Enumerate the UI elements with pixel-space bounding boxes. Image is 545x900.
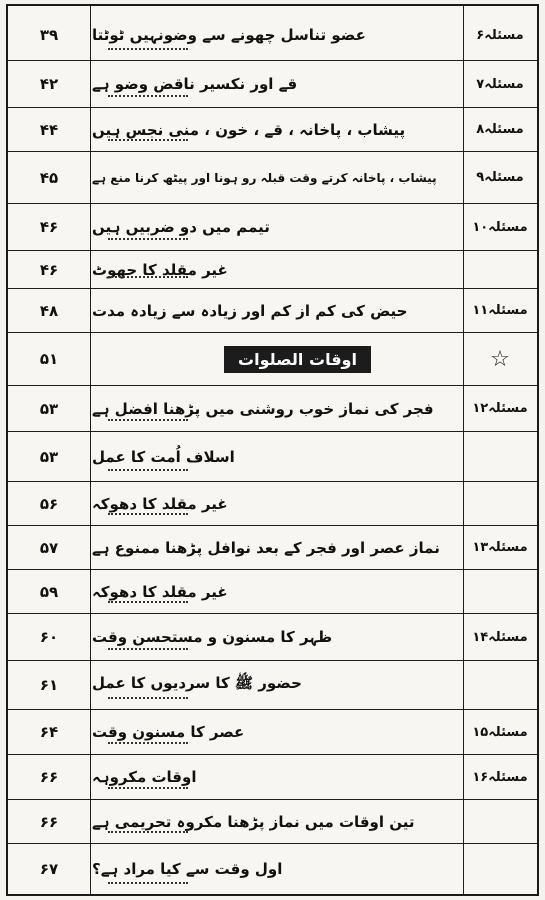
page-number: ۴۴ <box>39 120 59 139</box>
star-icon: ☆ <box>490 346 510 372</box>
leader-dots <box>108 469 188 471</box>
issue-number <box>465 844 535 894</box>
issue-number <box>465 570 535 613</box>
page-number: ۵۳ <box>39 447 59 466</box>
entry-title <box>92 61 445 107</box>
entry-title-text: اول وقت سے کیا مراد ہے؟ <box>92 860 283 878</box>
entry-title-text: نماز عصر اور فجر کے بعد نوافل پڑھنا ممنوع ہے <box>92 538 440 557</box>
page-number: ۶۶ <box>39 768 59 786</box>
entry-title-text: حضور ﷺ کا سردیوں کا عمل <box>92 674 302 692</box>
entry-title <box>92 755 445 799</box>
entry-title-text: حیض کی کم از کم اور زیادہ سے زیادہ مدت <box>92 301 408 320</box>
issue-number: مسئلہ۱۳ <box>472 540 528 555</box>
leader-dots <box>108 882 188 884</box>
issue-number: مسئلہ۶ <box>476 27 524 43</box>
issue-number: مسئلہ۹ <box>476 170 524 185</box>
issue-number <box>465 482 535 525</box>
entry-title <box>92 844 445 894</box>
entry-title-text: عصر کا مسنون وقت <box>92 723 245 741</box>
issue-number: مسئلہ۱۵ <box>472 724 528 740</box>
issue-number: مسئلہ۱۴ <box>472 629 528 645</box>
page-number: ۶۶ <box>39 812 59 831</box>
toc-row <box>8 800 537 844</box>
issue-number <box>465 251 535 288</box>
page-number: ۴۶ <box>39 260 59 279</box>
leader-dots <box>108 276 188 278</box>
entry-title <box>92 204 445 250</box>
toc-row <box>8 526 537 570</box>
entry-title-text: غیر مقلد کا دھوکہ <box>92 494 228 513</box>
toc-row <box>8 710 537 755</box>
page-number: ۶۴ <box>39 723 59 741</box>
leader-dots <box>108 95 188 97</box>
issue-number: مسئلہ۱۶ <box>472 769 528 785</box>
entry-title-text: فجر کی نماز خوب روشنی میں پڑھنا افضل ہے <box>92 399 434 418</box>
page-number: ۵۳ <box>39 399 59 418</box>
issue-number: مسئلہ۱۰ <box>472 219 528 235</box>
leader-dots <box>108 419 188 421</box>
leader-dots <box>108 139 188 141</box>
toc-row <box>8 570 537 614</box>
entry-title-text: قے اور نکسیر ناقض وضو ہے <box>92 75 298 93</box>
issue-number <box>465 432 535 481</box>
section-heading: اوقات الصلوات <box>224 346 371 373</box>
leader-dots <box>108 742 188 744</box>
toc-row <box>8 108 537 152</box>
issue-number: مسئلہ۸ <box>476 122 524 137</box>
leader-dots <box>108 601 188 603</box>
entry-title <box>92 614 445 660</box>
issue-number <box>465 800 535 843</box>
toc-row <box>8 204 537 251</box>
entry-title-text: پیشاب ، پاخانہ کرتے وقت قبلہ رو ہونا اور پیٹھ کرنا منع ہے <box>92 170 437 185</box>
entry-title-text: اسلاف اُمت کا عمل <box>92 447 235 466</box>
entry-title <box>92 251 445 288</box>
page-number: ۵۱ <box>39 350 59 368</box>
leader-dots <box>108 648 188 650</box>
page-number: ۶۱ <box>39 676 59 694</box>
page-number: ۴۵ <box>39 168 59 187</box>
issue-number: مسئلہ۱۲ <box>472 401 528 416</box>
entry-title <box>92 710 445 754</box>
toc-section-heading-row <box>8 333 537 386</box>
entry-title-text: تین اوقات میں نماز پڑھنا مکروہ تحریمی ہے <box>92 812 415 831</box>
toc-row <box>8 661 537 710</box>
entry-title <box>92 289 445 332</box>
leader-dots <box>108 238 188 240</box>
page-number: ۶۰ <box>39 628 59 646</box>
entry-title <box>92 800 445 843</box>
leader-dots <box>108 831 188 833</box>
issue-number: مسئلہ۷ <box>476 76 524 92</box>
toc-row <box>8 755 537 800</box>
toc-row <box>8 482 537 526</box>
toc-row <box>8 432 537 482</box>
toc-row <box>8 251 537 289</box>
toc-row <box>8 10 537 61</box>
page-number: ۴۲ <box>39 75 59 93</box>
issue-number <box>465 661 535 709</box>
entry-title <box>158 333 437 385</box>
entry-title <box>92 152 445 203</box>
page-number: ۵۹ <box>39 582 59 601</box>
entry-title <box>92 386 445 431</box>
toc-row <box>8 614 537 661</box>
entry-title <box>92 661 445 709</box>
page-number: ۶۷ <box>39 860 59 878</box>
leader-dots <box>108 513 188 515</box>
toc-row <box>8 61 537 108</box>
page-number: ۳۹ <box>39 26 59 44</box>
page-number: ۵۷ <box>39 538 59 557</box>
entry-title <box>92 10 445 60</box>
entry-title <box>92 432 445 481</box>
issue-number: مسئلہ۱۱ <box>472 303 528 318</box>
toc-row <box>8 289 537 333</box>
toc-page <box>6 4 539 896</box>
entry-title-text: ظہر کا مسنون و مستحسن وقت <box>92 628 333 646</box>
entry-title <box>92 108 445 151</box>
leader-dots <box>108 48 188 50</box>
table-of-contents <box>6 4 539 896</box>
entry-title-text: اوقات مکروہہ <box>92 768 197 786</box>
leader-dots <box>108 787 188 789</box>
entry-title-text: تیمم میں دو ضربیں ہیں <box>92 218 270 236</box>
entry-title <box>92 482 445 525</box>
toc-row <box>8 152 537 204</box>
entry-title-text: غیر مقلد کا دھوکہ <box>92 582 228 601</box>
entry-title-text: غیر مقلد کا جھوٹ <box>92 260 228 279</box>
entry-title <box>92 526 445 569</box>
page-number: ۵۶ <box>39 494 59 513</box>
entry-title-text: عضو تناسل چھونے سے وضونہیں ٹوٹتا <box>92 26 366 44</box>
page-number: ۴۸ <box>39 301 59 320</box>
toc-row <box>8 386 537 432</box>
toc-row <box>8 844 537 894</box>
entry-title <box>92 570 445 613</box>
entry-title-text: پیشاب ، پاخانہ ، قے ، خون ، منی نجس ہیں <box>92 120 406 139</box>
page-number: ۴۶ <box>39 218 59 236</box>
leader-dots <box>108 697 188 699</box>
